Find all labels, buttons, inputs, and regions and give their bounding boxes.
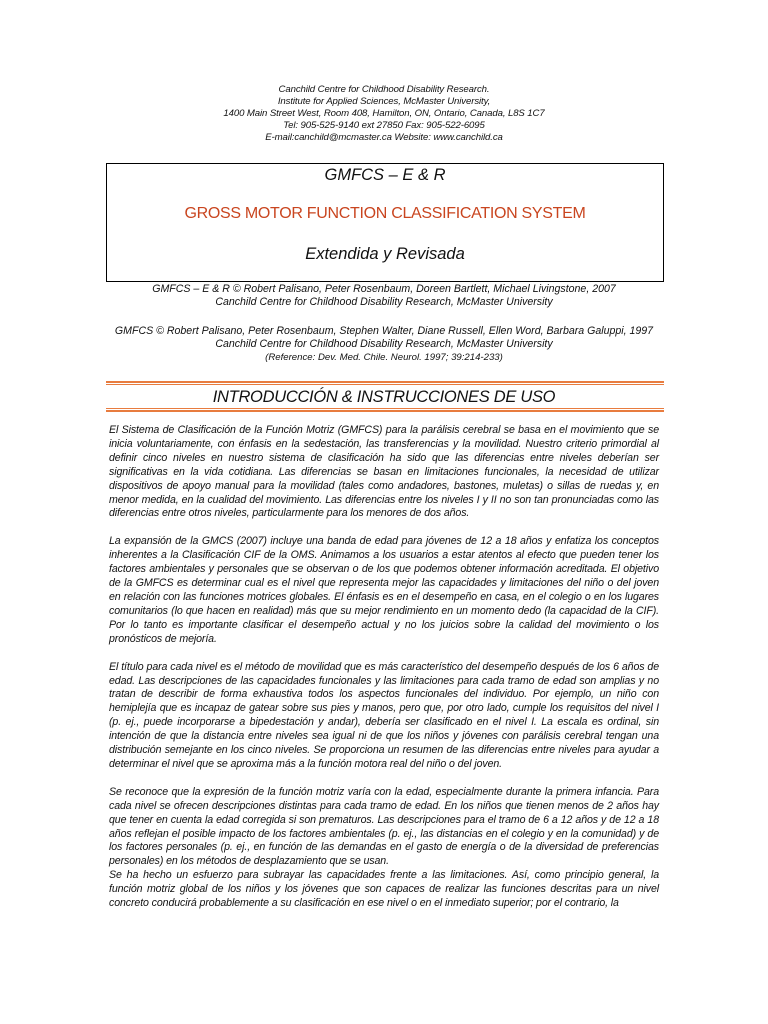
title-box (106, 163, 664, 282)
title-subtitle: Extendida y Revisada (305, 245, 465, 263)
section-rule-bottom (106, 410, 664, 412)
header-line-3: 1400 Main Street West, Room 408, Hamilton, ON, Ontario, Canada, L8S 1C7 (223, 108, 545, 119)
credits-2007-institution: Canchild Centre for Childhood Disability Research, McMaster University (215, 296, 553, 308)
section-rule-top-thin (106, 384, 664, 385)
credits-1997 (0, 325, 768, 364)
header-line-4: Tel: 905-525-9140 ext 27850 Fax: 905-522-6095 (283, 120, 485, 131)
paragraph-1: El Sistema de Clasificación de la Función Motriz (GMFCS) para la parálisis cerebral se basa en el movimiento que se inicia voluntariamente, con énfasis en la sedestación, las transferencias y la movilidad. Nuestro criterio primordial al definir cinco niveles en nuestro sistema de clasificación ha sido que las diferencias entre niveles deberían ser significativas en la vida cotidiana. Las diferencias se basan en limitaciones funcionales, la necesidad de utilizar dispositivos de apoyo manual para la movilidad (tales como andadores, bastones, muletas) o sillas de ruedas y, en menor medida, en la cualidad del movimiento. Las diferencias entre los niveles I y II no son tan pronunciadas como las diferencias entre otros niveles, particularmente para los menores de dos años. (109, 424, 659, 520)
body-text (109, 424, 659, 911)
header-line-1: Canchild Centre for Childhood Disability Research. (278, 84, 490, 95)
institution-header (0, 84, 768, 144)
paragraph-2: La expansión de la GMCS (2007) incluye una banda de edad para jóvenes de 12 a 18 años y enfatiza los conceptos inherentes a la Clasificación CIF de la OMS. Animamos a los usuarios a estar atentos al efecto que pueden tener los factores ambientales y personales que se observan o de los que podemos obtener información acreditada. El objetivo de la GMFCS es determinar cual es el nivel que representa mejor las capacidades y limitaciones del niño o del joven en relación con las funciones motrices globales. El énfasis es en el desempeño en casa, en el colegio o en los lugares comunitarios (lo que hacen en realidad) más que su mejor rendimiento en un momento dedo (la capacidad de la CIF). Por lo tanto es importante clasificar el desempeño actual y no los juicios sobre la calidad del movimiento o los pronósticos de mejoría. (109, 535, 659, 645)
credits-2007 (0, 283, 768, 309)
credits-2007-authors: GMFCS – E & R © Robert Palisano, Peter Rosenbaum, Doreen Bartlett, Michael Livingstone, 2007 (152, 283, 616, 295)
title-full-name: GROSS MOTOR FUNCTION CLASSIFICATION SYSTEM (184, 205, 586, 222)
section-rule-top (106, 381, 664, 383)
credits-1997-reference: (Reference: Dev. Med. Chile. Neurol. 1997; 39:214-233) (265, 352, 503, 363)
paragraph-5: Se ha hecho un esfuerzo para subrayar las capacidades frente a las limitaciones. Así, como principio general, la función motriz global de los niños y los jóvenes que son capaces de realizar las funciones descritas para un nivel concreto conducirá probablemente a su clasificación en ese nivel o en el inmediato superior; por el contrario, la (109, 869, 659, 910)
paragraph-3: El título para cada nivel es el método de movilidad que es más característico del desempeño después de los 6 años de edad. Las descripciones de las capacidades funcionales y las limitaciones para cada tramo de edad son amplias y no tratan de describir de forma exhaustiva todos los aspectos funcionales del individuo. Por ejemplo, un niño con hemiplejía que es incapaz de gatear sobre sus pies y manos, pero que, por otro lado, cumple los requisitos del nivel I (p. ej., puede incorporarse a bipedestación y andar), debería ser clasificado en el nivel I. La escala es ordinal, sin intención de que la distancia entre niveles sea igual ni de que los niños y jóvenes con parálisis cerebral tengan una distribución semejante en los cinco niveles. Se proporciona un resumen de las diferencias entre niveles para ayudar a determinar el nivel que se aproxima más a la función motora real del niño o del joven. (109, 660, 659, 770)
credits-1997-institution: Canchild Centre for Childhood Disability Research, McMaster University (215, 338, 553, 350)
section-title: INTRODUCCIÓN & INSTRUCCIONES DE USO (212, 388, 556, 406)
paragraph-4: Se reconoce que la expresión de la función motriz varía con la edad, especialmente durante la primera infancia. Para cada nivel se ofrecen descripciones distintas para cada tramo de edad. En los niños que tienen menos de 2 años hay que tener en cuenta la edad corregida si son prematuros. Las descripciones para el tramo de 6 a 12 años y de 12 a 18 años reflejan el posible impacto de los factores ambientales (p. ej., las distancias en el colegio y en la comunidad) y de los factores personales (p. ej., en función de las demandas en el gasto de energía o de la diversidad de preferencias personales) en los métodos de desplazamiento que se usan. (109, 785, 659, 868)
header-line-2: Institute for Applied Sciences, McMaster University, (277, 96, 491, 107)
credits-1997-authors: GMFCS © Robert Palisano, Peter Rosenbaum, Stephen Walter, Diane Russell, Ellen Word, Barbara Galuppi, 1997 (114, 325, 654, 337)
title-gmfcs: GMFCS – E & R (324, 166, 446, 184)
header-line-5: E-mail:canchild@mcmaster.ca Website: www.canchild.ca (265, 132, 503, 143)
section-rule-bottom-thin (106, 408, 664, 409)
